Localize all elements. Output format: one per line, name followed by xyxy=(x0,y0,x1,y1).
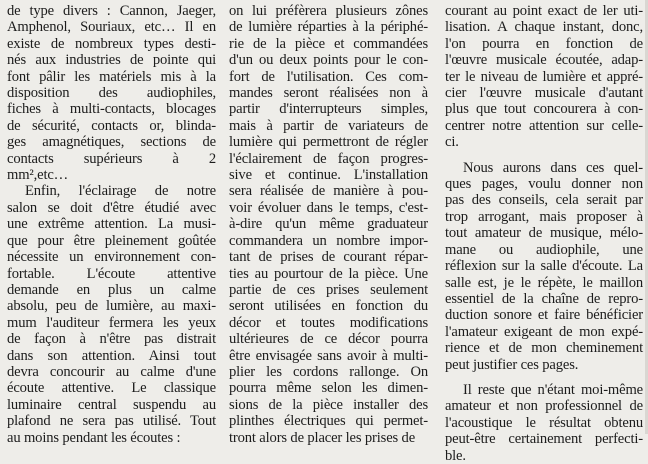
text-line: contacts supérieurs à 2 xyxy=(7,150,216,167)
text-column-1 xyxy=(7,3,216,446)
text-line: commandera un nombre impor- xyxy=(229,232,428,249)
text-line: Il reste que n'étant moi-même xyxy=(463,381,643,398)
text-line: de lumière réparties à la périphé- xyxy=(229,19,428,36)
text-line: ties au pourtour de la pièce. Une xyxy=(229,265,428,282)
text-line: on lui préfèrera plusieurs zônes xyxy=(229,3,428,19)
text-line: plafond ne sera pas utilisé. Tout xyxy=(7,413,216,430)
text-line: mandes seront réalisées non à xyxy=(229,85,428,102)
paragraph xyxy=(445,3,643,151)
text-line: centrer notre attention sur celle- xyxy=(445,117,643,134)
paragraph xyxy=(7,183,216,446)
text-line: partie de ces prises seulement xyxy=(229,281,428,298)
text-line: luminaire central suspendu au xyxy=(7,396,216,413)
text-line: amateur et non professionnel de xyxy=(445,398,643,415)
text-line: fortable. L'écoute attentive xyxy=(7,265,216,282)
text-line: devra concourir au calme d'une xyxy=(7,363,216,380)
text-line: dans son attention. Ainsi tout xyxy=(7,347,216,364)
text-line: lisation. A chaque instant, donc, xyxy=(445,19,643,36)
paragraph-gap xyxy=(445,151,643,160)
text-line: lumière qui permettront de régler xyxy=(229,134,428,151)
text-line: tront alors de placer les prises de xyxy=(229,429,416,446)
text-line: plier les cordons rallonge. On xyxy=(229,363,428,380)
text-line: tant de prises de courant répar- xyxy=(229,249,428,266)
text-line: sera réalisée de manière à pou- xyxy=(229,183,428,200)
text-line: existe de nombreux types desti- xyxy=(7,35,216,52)
text-line: plinthes électriques qui permet- xyxy=(229,413,428,430)
text-line: tout amateur de musique, mélo- xyxy=(445,225,643,242)
text-line: mm²,etc… xyxy=(7,167,69,184)
text-line: écoute attentive. Le classique xyxy=(7,380,216,397)
text-line: peut-être certainement perfecti- xyxy=(445,431,643,448)
text-line: ci. xyxy=(445,134,459,151)
paragraph xyxy=(445,382,643,464)
text-line: ques pages, voulu donner non xyxy=(445,176,643,193)
text-line: de sécurité, contacts or, blinda- xyxy=(7,117,216,134)
text-line: voir évoluer dans le temps, c'est- xyxy=(229,199,428,216)
text-line: de façon à n'être pas distrait xyxy=(7,331,216,348)
text-line: courant au point exact de ler uti- xyxy=(445,3,643,19)
text-line: trop arrogant, mais proposer à xyxy=(445,208,643,225)
text-line: Nous aurons dans ces quel- xyxy=(463,159,643,176)
text-line: absolu, peu de lumière, au maxi- xyxy=(7,298,216,315)
text-line: au moins pendant les écoutes : xyxy=(7,429,181,446)
text-line: salle est, je le répète, le maillon xyxy=(445,274,643,291)
text-line: font pâlir les matériels mis à la xyxy=(7,68,216,85)
text-line: peut justifier ces pages. xyxy=(445,356,579,373)
text-line: essentiel de la chaîne de repro- xyxy=(445,290,643,307)
text-line: seront utilisées en fonction du xyxy=(229,298,428,315)
text-column-3 xyxy=(445,3,643,464)
paragraph-gap xyxy=(445,373,643,382)
text-line: plus que tout concourera à con- xyxy=(445,101,643,118)
text-line: mais à partir de variateurs de xyxy=(229,117,428,134)
text-line: l'éclairement de façon progres- xyxy=(229,150,428,167)
text-line: salon se doit d'être étudié avec xyxy=(7,199,216,216)
text-line: nécessite un environnement con- xyxy=(7,249,216,266)
text-line: mane ou audiophile, une xyxy=(445,241,643,258)
text-line: rience et de mon cheminement xyxy=(445,340,643,357)
text-line: l'œuvre musicale écoutée, adap- xyxy=(445,52,643,69)
text-line: que pour être pleinement goûtée xyxy=(7,232,216,249)
paragraph xyxy=(7,3,216,183)
text-line: fort de l'utilisation. Ces com- xyxy=(229,68,428,85)
text-line: ges amagnétiques, sections de xyxy=(7,134,216,151)
text-line: mum l'auditeur fermera les yeux xyxy=(7,314,216,331)
text-line: pourra même selon les dimen- xyxy=(229,380,428,397)
text-line: sions de la pièce installer des xyxy=(229,396,428,413)
paragraph xyxy=(445,160,643,373)
text-line: disposition des audiophiles, xyxy=(7,85,216,102)
text-line: ter le niveau de lumière et appré- xyxy=(445,68,643,85)
text-line: d'un ou deux points pour le con- xyxy=(229,52,428,69)
text-line: rie de la pièce et commandées xyxy=(229,35,428,52)
text-line: duction sonore et faire bénéficier xyxy=(445,307,643,324)
text-line: l'on pourra en fonction de xyxy=(445,35,643,52)
text-line: sive et continue. L'installation xyxy=(229,167,428,184)
text-line: partir d'interrupteurs simples, xyxy=(229,101,428,118)
text-line: l'amateur exigeant de mon expé- xyxy=(445,323,643,340)
text-line: être envisagée sans avoir à multi- xyxy=(229,347,428,364)
text-line: ble. xyxy=(445,447,466,464)
text-line: l'acoustique le résultat obtenu xyxy=(445,414,643,431)
text-line: nés aux industries de pointe qui xyxy=(7,52,216,69)
text-line: Enfin, l'éclairage de notre xyxy=(25,183,216,200)
text-column-2 xyxy=(229,3,428,446)
text-line: fiches à multi-contacts, blocages xyxy=(7,101,216,118)
text-line: à-dire qu'un même graduateur xyxy=(229,216,428,233)
text-line: de type divers : Cannon, Jaeger, xyxy=(7,3,216,19)
text-line: réflexion sur la salle d'écoute. La xyxy=(445,258,643,275)
text-line: cier l'œuvre musicale d'autant xyxy=(445,85,643,102)
text-line: demande en plus un calme xyxy=(7,281,216,298)
text-line: pas des conseils, cela serait par xyxy=(445,192,643,209)
text-line: Amphenol, Souriaux, etc… Il en xyxy=(7,19,216,36)
paragraph xyxy=(229,3,428,446)
text-line: une extrême attention. La musi- xyxy=(7,216,216,233)
text-line: décor et toutes modifications xyxy=(229,314,428,331)
text-line: ultérieures de ce décor pourra xyxy=(229,331,428,348)
